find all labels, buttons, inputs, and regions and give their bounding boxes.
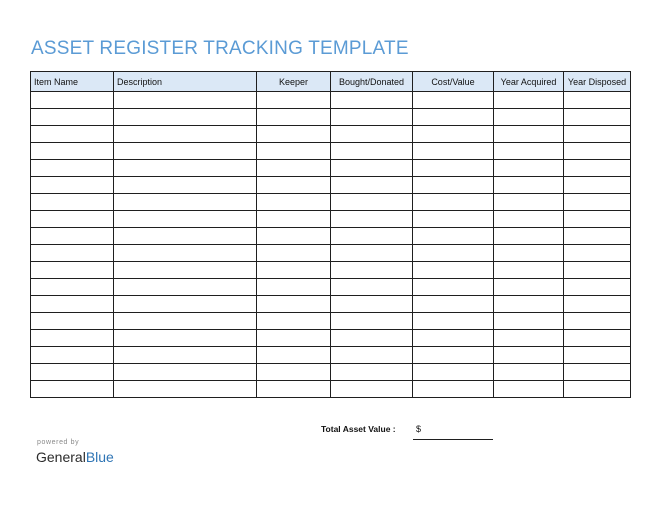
table-row (31, 296, 631, 313)
currency-symbol: $ (416, 424, 422, 434)
table-row (31, 92, 631, 109)
table-cell[interactable] (331, 228, 413, 245)
table-cell[interactable] (564, 126, 631, 143)
table-cell[interactable] (331, 330, 413, 347)
table-cell[interactable] (413, 160, 494, 177)
table-cell[interactable] (564, 330, 631, 347)
table-cell[interactable] (564, 296, 631, 313)
table-cell[interactable] (413, 194, 494, 211)
table-cell[interactable] (31, 279, 114, 296)
table-cell[interactable] (331, 296, 413, 313)
table-cell[interactable] (494, 313, 564, 330)
table-cell[interactable] (413, 143, 494, 160)
table-cell[interactable] (257, 92, 331, 109)
table-cell[interactable] (31, 109, 114, 126)
table-cell[interactable] (413, 330, 494, 347)
column-header-cost-value: Cost/Value (413, 72, 494, 92)
column-header-year-acquired: Year Acquired (494, 72, 564, 92)
table-cell[interactable] (114, 194, 257, 211)
total-asset-value-label: Total Asset Value : (321, 424, 396, 434)
table-cell[interactable] (413, 109, 494, 126)
table-cell[interactable] (257, 330, 331, 347)
table-cell[interactable] (413, 245, 494, 262)
table-cell[interactable] (564, 177, 631, 194)
table-row (31, 126, 631, 143)
total-asset-value-field[interactable] (413, 420, 493, 440)
table-cell[interactable] (331, 313, 413, 330)
table-row (31, 381, 631, 398)
table-cell[interactable] (31, 245, 114, 262)
table-cell[interactable] (413, 126, 494, 143)
table-cell[interactable] (257, 211, 331, 228)
table-cell[interactable] (413, 347, 494, 364)
table-cell[interactable] (331, 194, 413, 211)
table-cell[interactable] (494, 160, 564, 177)
table-row (31, 347, 631, 364)
table-cell[interactable] (114, 262, 257, 279)
table-cell[interactable] (257, 296, 331, 313)
table-cell[interactable] (31, 262, 114, 279)
table-cell[interactable] (564, 347, 631, 364)
table-cell[interactable] (257, 126, 331, 143)
table-cell[interactable] (331, 245, 413, 262)
table-header-row (31, 72, 631, 92)
table-cell[interactable] (413, 262, 494, 279)
table-cell[interactable] (31, 143, 114, 160)
table-row (31, 194, 631, 211)
table-cell[interactable] (114, 330, 257, 347)
table-cell[interactable] (257, 262, 331, 279)
table-cell[interactable] (564, 109, 631, 126)
table-cell[interactable] (494, 330, 564, 347)
table-cell[interactable] (494, 279, 564, 296)
column-header-bought-donated: Bought/Donated (331, 72, 413, 92)
table-body (31, 92, 631, 398)
table-cell[interactable] (413, 92, 494, 109)
table-cell[interactable] (114, 228, 257, 245)
table-row (31, 245, 631, 262)
table-cell[interactable] (564, 160, 631, 177)
brand-name-part1: General (36, 449, 86, 465)
table-cell[interactable] (494, 126, 564, 143)
table-cell[interactable] (413, 228, 494, 245)
generalblue-logo (36, 449, 114, 465)
table-cell[interactable] (564, 279, 631, 296)
table-cell[interactable] (564, 211, 631, 228)
table-cell[interactable] (494, 177, 564, 194)
table-cell[interactable] (413, 381, 494, 398)
table-row (31, 143, 631, 160)
table-cell[interactable] (114, 109, 257, 126)
table-cell[interactable] (494, 347, 564, 364)
table-cell[interactable] (114, 160, 257, 177)
table-cell[interactable] (114, 211, 257, 228)
table-cell[interactable] (331, 92, 413, 109)
table-cell[interactable] (31, 330, 114, 347)
table-cell[interactable] (114, 313, 257, 330)
table-cell[interactable] (31, 228, 114, 245)
table-cell[interactable] (31, 381, 114, 398)
table-cell[interactable] (31, 126, 114, 143)
table-cell[interactable] (114, 92, 257, 109)
table-cell[interactable] (31, 296, 114, 313)
table-cell[interactable] (257, 279, 331, 296)
powered-by-text: powered by (37, 439, 80, 446)
table-cell[interactable] (114, 143, 257, 160)
table-cell[interactable] (413, 279, 494, 296)
table-cell[interactable] (31, 211, 114, 228)
table-row (31, 211, 631, 228)
table-row (31, 279, 631, 296)
table-cell[interactable] (331, 177, 413, 194)
table-cell[interactable] (564, 228, 631, 245)
table-cell[interactable] (331, 364, 413, 381)
table-cell[interactable] (257, 194, 331, 211)
table-cell[interactable] (564, 143, 631, 160)
table-cell[interactable] (114, 381, 257, 398)
table-cell[interactable] (114, 296, 257, 313)
table-row (31, 313, 631, 330)
table-cell[interactable] (114, 364, 257, 381)
table-cell[interactable] (494, 143, 564, 160)
table-cell[interactable] (31, 177, 114, 194)
table-cell[interactable] (31, 160, 114, 177)
asset-register-table (30, 71, 631, 398)
table-cell[interactable] (564, 262, 631, 279)
table-cell[interactable] (331, 143, 413, 160)
table-cell[interactable] (494, 109, 564, 126)
table-cell[interactable] (413, 177, 494, 194)
table-cell[interactable] (494, 228, 564, 245)
table-cell[interactable] (257, 160, 331, 177)
table-cell[interactable] (331, 109, 413, 126)
table-cell[interactable] (564, 194, 631, 211)
table-cell[interactable] (114, 126, 257, 143)
table-cell[interactable] (257, 245, 331, 262)
table-cell[interactable] (494, 296, 564, 313)
table-cell[interactable] (257, 228, 331, 245)
table-cell[interactable] (31, 364, 114, 381)
brand-name-part2: Blue (85, 449, 114, 465)
table-cell[interactable] (331, 262, 413, 279)
table-cell[interactable] (564, 381, 631, 398)
table-row (31, 330, 631, 347)
table-cell[interactable] (413, 364, 494, 381)
table-cell[interactable] (564, 245, 631, 262)
table-cell[interactable] (331, 211, 413, 228)
table-cell[interactable] (114, 347, 257, 364)
table-cell[interactable] (31, 92, 114, 109)
table-cell[interactable] (494, 381, 564, 398)
table-cell[interactable] (114, 279, 257, 296)
table-row (31, 160, 631, 177)
column-header-description: Description (114, 72, 257, 92)
table-cell[interactable] (31, 347, 114, 364)
table-cell[interactable] (257, 177, 331, 194)
table-cell[interactable] (331, 126, 413, 143)
table-cell[interactable] (413, 296, 494, 313)
table-row (31, 262, 631, 279)
table-cell[interactable] (331, 279, 413, 296)
table-cell[interactable] (494, 262, 564, 279)
table-cell[interactable] (114, 177, 257, 194)
table-cell[interactable] (494, 92, 564, 109)
table-cell[interactable] (257, 364, 331, 381)
table-cell[interactable] (494, 245, 564, 262)
table-cell[interactable] (331, 381, 413, 398)
table-cell[interactable] (564, 92, 631, 109)
table-cell[interactable] (413, 211, 494, 228)
table-cell[interactable] (257, 143, 331, 160)
column-header-keeper: Keeper (257, 72, 331, 92)
table-row (31, 228, 631, 245)
table-cell[interactable] (413, 313, 494, 330)
table-cell[interactable] (31, 194, 114, 211)
table-cell[interactable] (564, 364, 631, 381)
table-row (31, 364, 631, 381)
table-cell[interactable] (331, 160, 413, 177)
table-cell[interactable] (31, 313, 114, 330)
table-cell[interactable] (331, 347, 413, 364)
table-cell[interactable] (257, 313, 331, 330)
table-cell[interactable] (257, 381, 331, 398)
table-cell[interactable] (564, 313, 631, 330)
table-cell[interactable] (494, 211, 564, 228)
table-cell[interactable] (114, 245, 257, 262)
column-header-year-disposed: Year Disposed (564, 72, 631, 92)
page-title: ASSET REGISTER TRACKING TEMPLATE (31, 38, 409, 59)
table-cell[interactable] (494, 364, 564, 381)
table-row (31, 177, 631, 194)
table-cell[interactable] (257, 109, 331, 126)
table-row (31, 109, 631, 126)
table-cell[interactable] (494, 194, 564, 211)
column-header-item-name: Item Name (31, 72, 114, 92)
table-cell[interactable] (257, 347, 331, 364)
